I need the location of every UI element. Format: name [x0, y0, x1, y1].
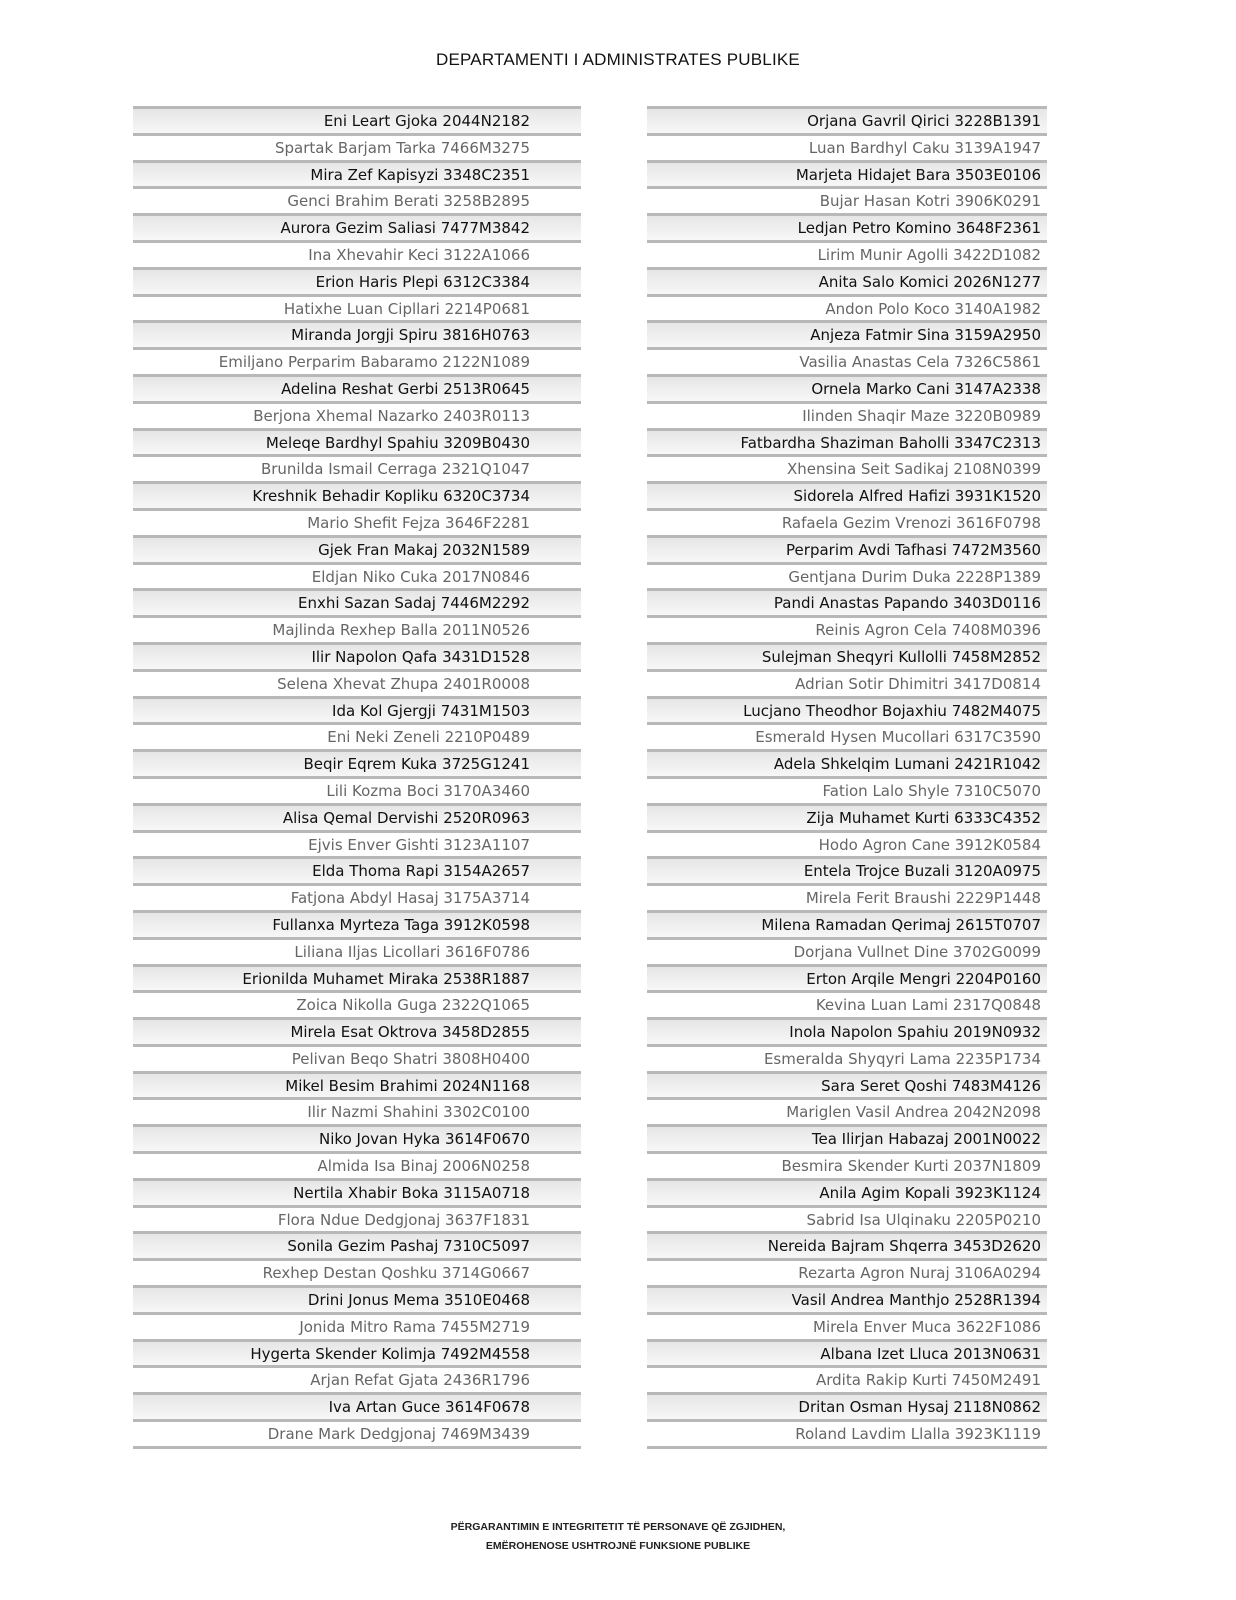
- list-item: Pandi Anastas Papando 3403D0116: [647, 591, 1047, 618]
- list-item: Ardita Rakip Kurti 7450M2491: [647, 1368, 1047, 1395]
- list-item: Eldjan Niko Cuka 2017N0846: [133, 565, 581, 592]
- list-item: Drini Jonus Mema 3510E0468: [133, 1288, 581, 1315]
- list-item: Roland Lavdim Llalla 3923K1119: [647, 1422, 1047, 1449]
- list-item: Zija Muhamet Kurti 6333C4352: [647, 806, 1047, 833]
- list-item: Mirela Esat Oktrova 3458D2855: [133, 1020, 581, 1047]
- list-item: Zoica Nikolla Guga 2322Q1065: [133, 993, 581, 1020]
- list-item: Ina Xhevahir Keci 3122A1066: [133, 243, 581, 270]
- list-item: Nereida Bajram Shqerra 3453D2620: [647, 1234, 1047, 1261]
- list-item: Ejvis Enver Gishti 3123A1107: [133, 833, 581, 860]
- list-item: Ilinden Shaqir Maze 3220B0989: [647, 404, 1047, 431]
- list-item: Gentjana Durim Duka 2228P1389: [647, 565, 1047, 592]
- list-item: Enxhi Sazan Sadaj 7446M2292: [133, 591, 581, 618]
- list-item: Erion Haris Plepi 6312C3384: [133, 270, 581, 297]
- list-item: Lili Kozma Boci 3170A3460: [133, 779, 581, 806]
- list-item: Mira Zef Kapisyzi 3348C2351: [133, 163, 581, 190]
- list-item: Kreshnik Behadir Kopliku 6320C3734: [133, 484, 581, 511]
- list-item: Berjona Xhemal Nazarko 2403R0113: [133, 404, 581, 431]
- list-item: Flora Ndue Dedgjonaj 3637F1831: [133, 1208, 581, 1235]
- list-item: Adrian Sotir Dhimitri 3417D0814: [647, 672, 1047, 699]
- list-item: Sabrid Isa Ulqinaku 2205P0210: [647, 1208, 1047, 1235]
- list-item: Luan Bardhyl Caku 3139A1947: [647, 136, 1047, 163]
- list-item: Gjek Fran Makaj 2032N1589: [133, 538, 581, 565]
- list-item: Sonila Gezim Pashaj 7310C5097: [133, 1234, 581, 1261]
- list-item: Lucjano Theodhor Bojaxhiu 7482M4075: [647, 699, 1047, 726]
- list-item: Ilir Napolon Qafa 3431D1528: [133, 645, 581, 672]
- list-item: Bujar Hasan Kotri 3906K0291: [647, 189, 1047, 216]
- list-item: Marjeta Hidajet Bara 3503E0106: [647, 163, 1047, 190]
- list-item: Sara Seret Qoshi 7483M4126: [647, 1074, 1047, 1101]
- list-item: Vasilia Anastas Cela 7326C5861: [647, 350, 1047, 377]
- list-item: Eni Leart Gjoka 2044N2182: [133, 106, 581, 136]
- list-item: Orjana Gavril Qirici 3228B1391: [647, 106, 1047, 136]
- list-item: Brunilda Ismail Cerraga 2321Q1047: [133, 457, 581, 484]
- list-item: Adelina Reshat Gerbi 2513R0645: [133, 377, 581, 404]
- list-item: Fation Lalo Shyle 7310C5070: [647, 779, 1047, 806]
- list-item: Emiljano Perparim Babaramo 2122N1089: [133, 350, 581, 377]
- list-item: Adela Shkelqim Lumani 2421R1042: [647, 752, 1047, 779]
- list-item: Vasil Andrea Manthjo 2528R1394: [647, 1288, 1047, 1315]
- list-item: Fatbardha Shaziman Baholli 3347C2313: [647, 431, 1047, 458]
- list-item: Meleqe Bardhyl Spahiu 3209B0430: [133, 431, 581, 458]
- list-item: Jonida Mitro Rama 7455M2719: [133, 1315, 581, 1342]
- list-item: Rexhep Destan Qoshku 3714G0667: [133, 1261, 581, 1288]
- list-item: Anjeza Fatmir Sina 3159A2950: [647, 323, 1047, 350]
- list-item: Andon Polo Koco 3140A1982: [647, 297, 1047, 324]
- list-item: Eni Neki Zeneli 2210P0489: [133, 725, 581, 752]
- footer: [0, 1518, 1236, 1556]
- list-item: Milena Ramadan Qerimaj 2615T0707: [647, 913, 1047, 940]
- list-item: Hodo Agron Cane 3912K0584: [647, 833, 1047, 860]
- list-item: Dorjana Vullnet Dine 3702G0099: [647, 940, 1047, 967]
- list-item: Hatixhe Luan Cipllari 2214P0681: [133, 297, 581, 324]
- list-item: Mikel Besim Brahimi 2024N1168: [133, 1074, 581, 1101]
- page-title: DEPARTAMENTI I ADMINISTRATES PUBLIKE: [436, 50, 800, 69]
- list-item: Miranda Jorgji Spiru 3816H0763: [133, 323, 581, 350]
- list-item: Inola Napolon Spahiu 2019N0932: [647, 1020, 1047, 1047]
- list-item: Esmeralda Shyqyri Lama 2235P1734: [647, 1047, 1047, 1074]
- list-item: Mirela Enver Muca 3622F1086: [647, 1315, 1047, 1342]
- list-item: Dritan Osman Hysaj 2118N0862: [647, 1395, 1047, 1422]
- list-item: Anila Agim Kopali 3923K1124: [647, 1181, 1047, 1208]
- list-item: Anita Salo Komici 2026N1277: [647, 270, 1047, 297]
- right-name-list: [647, 106, 1047, 1449]
- list-item: Niko Jovan Hyka 3614F0670: [133, 1127, 581, 1154]
- list-item: Ida Kol Gjergji 7431M1503: [133, 699, 581, 726]
- list-item: Arjan Refat Gjata 2436R1796: [133, 1368, 581, 1395]
- list-item: Erton Arqile Mengri 2204P0160: [647, 967, 1047, 994]
- list-item: Ornela Marko Cani 3147A2338: [647, 377, 1047, 404]
- footer-line-2: EMËROHENOSE USHTROJNË FUNKSIONE PUBLIKE: [485, 1540, 751, 1552]
- list-item: Almida Isa Binaj 2006N0258: [133, 1154, 581, 1181]
- list-item: Fatjona Abdyl Hasaj 3175A3714: [133, 886, 581, 913]
- list-item: Kevina Luan Lami 2317Q0848: [647, 993, 1047, 1020]
- list-item: Mario Shefit Fejza 3646F2281: [133, 511, 581, 538]
- list-item: Rezarta Agron Nuraj 3106A0294: [647, 1261, 1047, 1288]
- list-item: Sidorela Alfred Hafizi 3931K1520: [647, 484, 1047, 511]
- list-item: Albana Izet Lluca 2013N0631: [647, 1342, 1047, 1369]
- list-item: Ledjan Petro Komino 3648F2361: [647, 216, 1047, 243]
- list-item: Perparim Avdi Tafhasi 7472M3560: [647, 538, 1047, 565]
- list-item: Pelivan Beqo Shatri 3808H0400: [133, 1047, 581, 1074]
- list-item: Esmerald Hysen Mucollari 6317C3590: [647, 725, 1047, 752]
- list-item: Elda Thoma Rapi 3154A2657: [133, 859, 581, 886]
- list-item: Lirim Munir Agolli 3422D1082: [647, 243, 1047, 270]
- list-item: Rafaela Gezim Vrenozi 3616F0798: [647, 511, 1047, 538]
- list-item: Drane Mark Dedgjonaj 7469M3439: [133, 1422, 581, 1449]
- list-item: Reinis Agron Cela 7408M0396: [647, 618, 1047, 645]
- list-item: Tea Ilirjan Habazaj 2001N0022: [647, 1127, 1047, 1154]
- list-item: Aurora Gezim Saliasi 7477M3842: [133, 216, 581, 243]
- list-item: Genci Brahim Berati 3258B2895: [133, 189, 581, 216]
- list-item: Liliana Iljas Licollari 3616F0786: [133, 940, 581, 967]
- list-item: Iva Artan Guce 3614F0678: [133, 1395, 581, 1422]
- list-item: Fullanxa Myrteza Taga 3912K0598: [133, 913, 581, 940]
- list-item: Erionilda Muhamet Miraka 2538R1887: [133, 967, 581, 994]
- list-item: Sulejman Sheqyri Kullolli 7458M2852: [647, 645, 1047, 672]
- list-item: Spartak Barjam Tarka 7466M3275: [133, 136, 581, 163]
- list-item: Ilir Nazmi Shahini 3302C0100: [133, 1100, 581, 1127]
- list-item: Mirela Ferit Braushi 2229P1448: [647, 886, 1047, 913]
- list-item: Mariglen Vasil Andrea 2042N2098: [647, 1100, 1047, 1127]
- list-item: Besmira Skender Kurti 2037N1809: [647, 1154, 1047, 1181]
- list-item: Beqir Eqrem Kuka 3725G1241: [133, 752, 581, 779]
- list-item: Majlinda Rexhep Balla 2011N0526: [133, 618, 581, 645]
- list-item: Alisa Qemal Dervishi 2520R0963: [133, 806, 581, 833]
- footer-line-1: PËRGARANTIMIN E INTEGRITETIT TË PERSONAVE QË ZGJIDHEN,: [450, 1521, 786, 1533]
- list-item: Xhensina Seit Sadikaj 2108N0399: [647, 457, 1047, 484]
- list-item: Entela Trojce Buzali 3120A0975: [647, 859, 1047, 886]
- left-name-list: [133, 106, 581, 1449]
- list-item: Nertila Xhabir Boka 3115A0718: [133, 1181, 581, 1208]
- list-item: Selena Xhevat Zhupa 2401R0008: [133, 672, 581, 699]
- list-item: Hygerta Skender Kolimja 7492M4558: [133, 1342, 581, 1369]
